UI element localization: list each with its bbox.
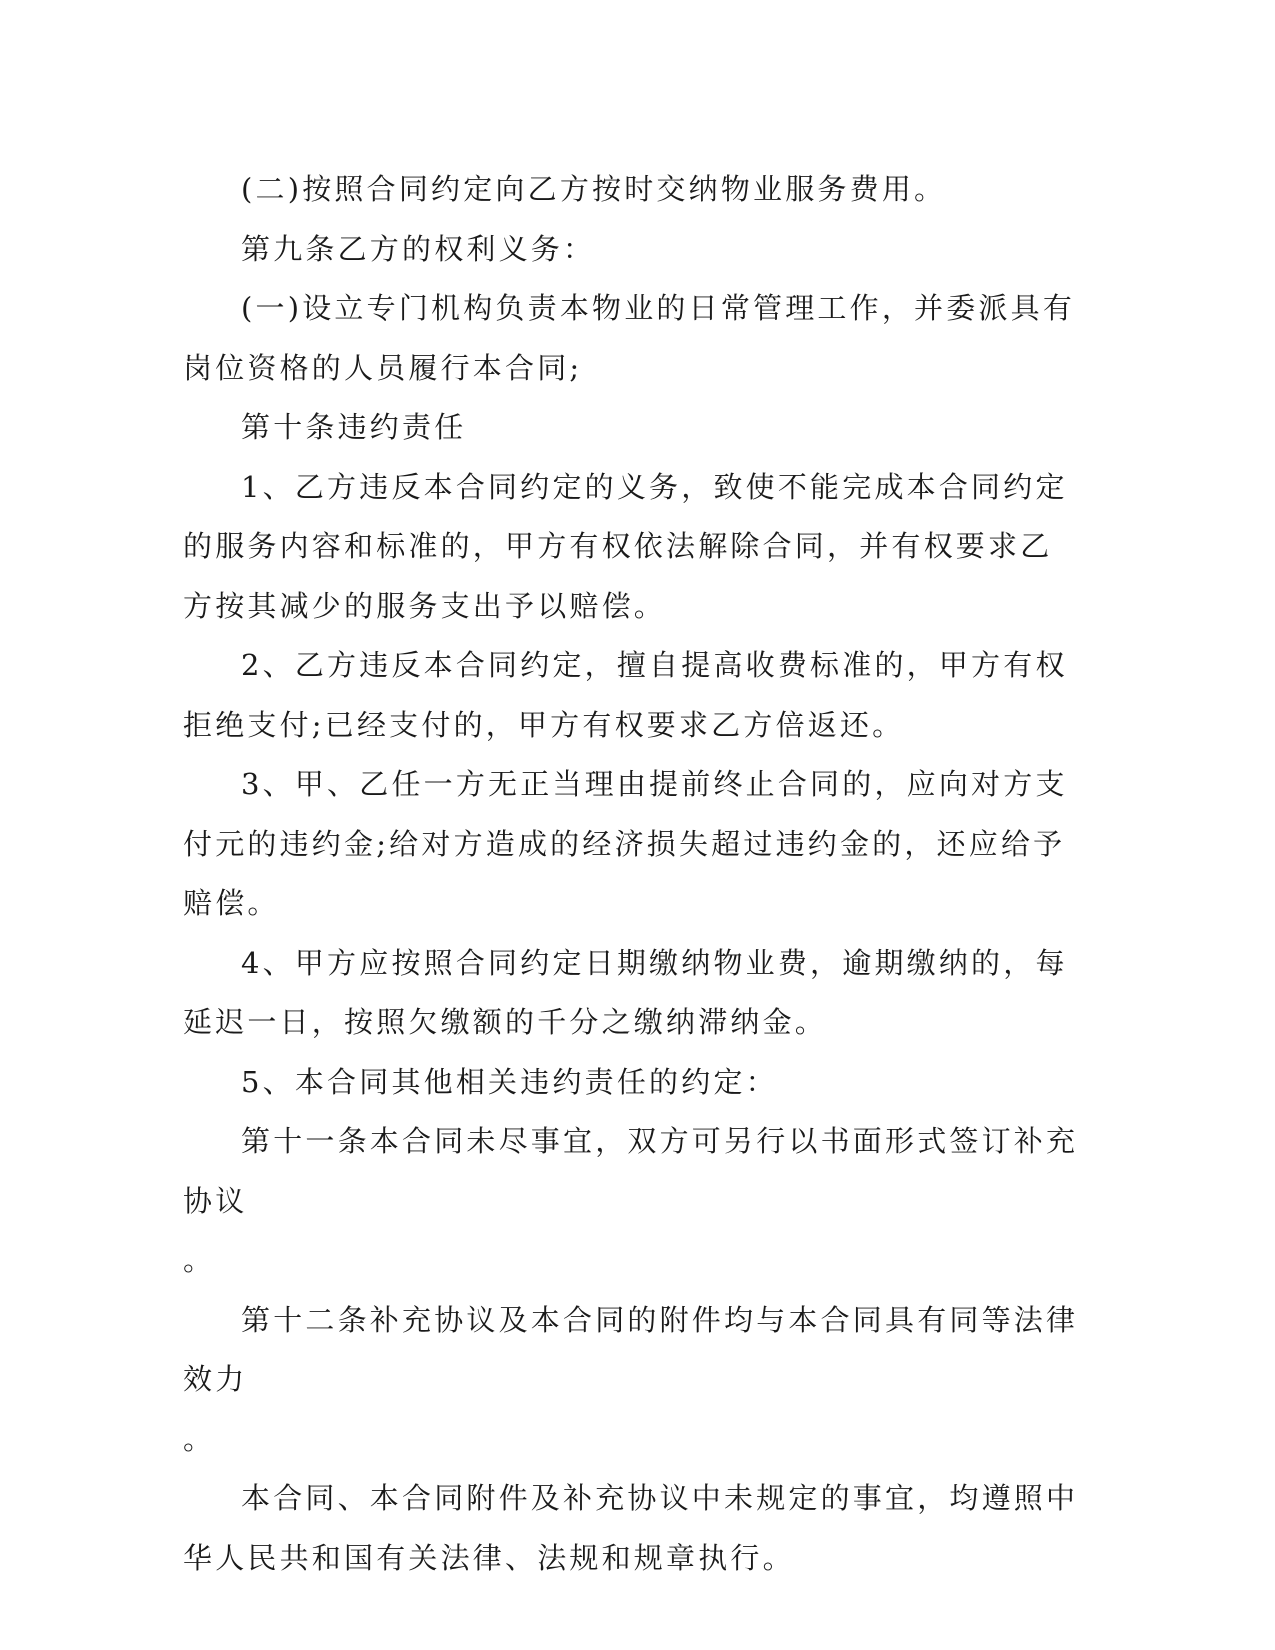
paragraph-breach-2: 2、乙方违反本合同约定，擅自提高收费标准的，甲方有权拒绝支付;已经支付的，甲方有权要求乙方倍返还。 — [183, 648, 1068, 742]
paragraph-article-12: 第十二条补充协议及本合同的附件均与本合同具有同等法律效力 — [183, 1302, 1079, 1396]
paragraph-breach-5: 5、本合同其他相关违约责任的约定： — [241, 1064, 778, 1099]
paragraph-article-11: 第十一条本合同未尽事宜，双方可另行以书面形式签订补充协议 — [183, 1124, 1079, 1218]
paragraph-pay-fees: (二)按照合同约定向乙方按时交纳物业服务费用。 — [241, 172, 947, 206]
contract-body — [183, 160, 1083, 1588]
paragraph-dedicated-agency: (一)设立专门机构负责本物业的日常管理工作，并委派具有岗位资格的人员履行本合同; — [183, 291, 1076, 385]
paragraph-breach-4: 4、甲方应按照合同约定日期缴纳物业费，逾期缴纳的，每延迟一日，按照欠缴额的千分之缴纳滞纳金。 — [183, 945, 1068, 1039]
heading-article-10: 第十条违约责任 — [241, 410, 467, 444]
paragraph-breach-1: 1、乙方违反本合同约定的义务，致使不能完成本合同约定的服务内容和标准的，甲方有权依法解除合同，并有权要求乙方按其减少的服务支出予以赔偿。 — [183, 469, 1068, 623]
paragraph-article-11-end: 。 — [183, 1243, 216, 1277]
paragraph-governing-law: 本合同、本合同附件及补充协议中未规定的事宜，均遵照中华人民共和国有关法律、法规和规章执行。 — [183, 1481, 1079, 1575]
heading-article-9: 第九条乙方的权利义务： — [241, 231, 596, 266]
paragraph-article-12-end: 。 — [183, 1421, 216, 1456]
paragraph-breach-3: 3、甲、乙任一方无正当理由提前终止合同的，应向对方支付元的违约金;给对方造成的经济损失超过违约金的，还应给予赔偿。 — [183, 767, 1068, 920]
